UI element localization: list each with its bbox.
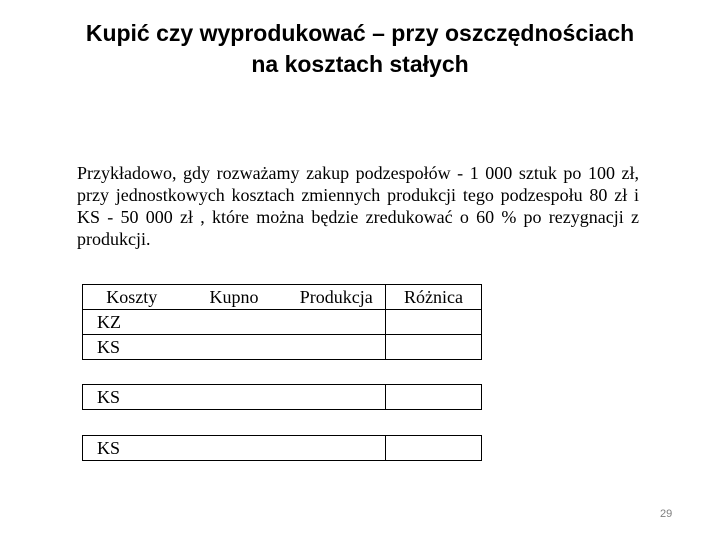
slide-title — [40, 18, 680, 80]
ks-table-1 — [82, 384, 482, 410]
table-row — [83, 385, 482, 410]
table-row — [83, 335, 482, 360]
cell-ks-produkcja — [288, 335, 386, 360]
ks-label: KS — [83, 385, 386, 410]
cost-comparison-table — [82, 284, 482, 360]
header-roznica: Różnica — [386, 285, 482, 310]
cell-ks-roznica — [386, 335, 482, 360]
cell-ks-kupno — [181, 335, 288, 360]
ks-value-cell — [386, 436, 482, 461]
ks-value-cell — [386, 385, 482, 410]
ks-label: KS — [83, 436, 386, 461]
header-produkcja: Produkcja — [288, 285, 386, 310]
table-header-row — [83, 285, 482, 310]
ks-table-2 — [82, 435, 482, 461]
title-line-2: na kosztach stałych — [251, 51, 469, 77]
table-row — [83, 436, 482, 461]
table-row — [83, 310, 482, 335]
row-label-kz: KZ — [83, 310, 181, 335]
title-line-1: Kupić czy wyprodukować – przy oszczędnościach — [85, 20, 635, 46]
cell-kz-roznica — [386, 310, 482, 335]
page-number: 29 — [660, 508, 673, 520]
cell-kz-produkcja — [288, 310, 386, 335]
row-label-ks: KS — [83, 335, 181, 360]
header-koszty: Koszty — [83, 285, 181, 310]
header-kupno: Kupno — [181, 285, 288, 310]
cell-kz-kupno — [181, 310, 288, 335]
example-paragraph: Przykładowo, gdy rozważamy zakup podzespołów - 1 000 sztuk po 100 zł, przy jednostkowych kosztach zmiennych produkcji tego podzespołu 80 zł i KS - 50 000 zł , które można będzie zredukować o 60 % po rezygnacji z produkcji. — [77, 163, 639, 249]
